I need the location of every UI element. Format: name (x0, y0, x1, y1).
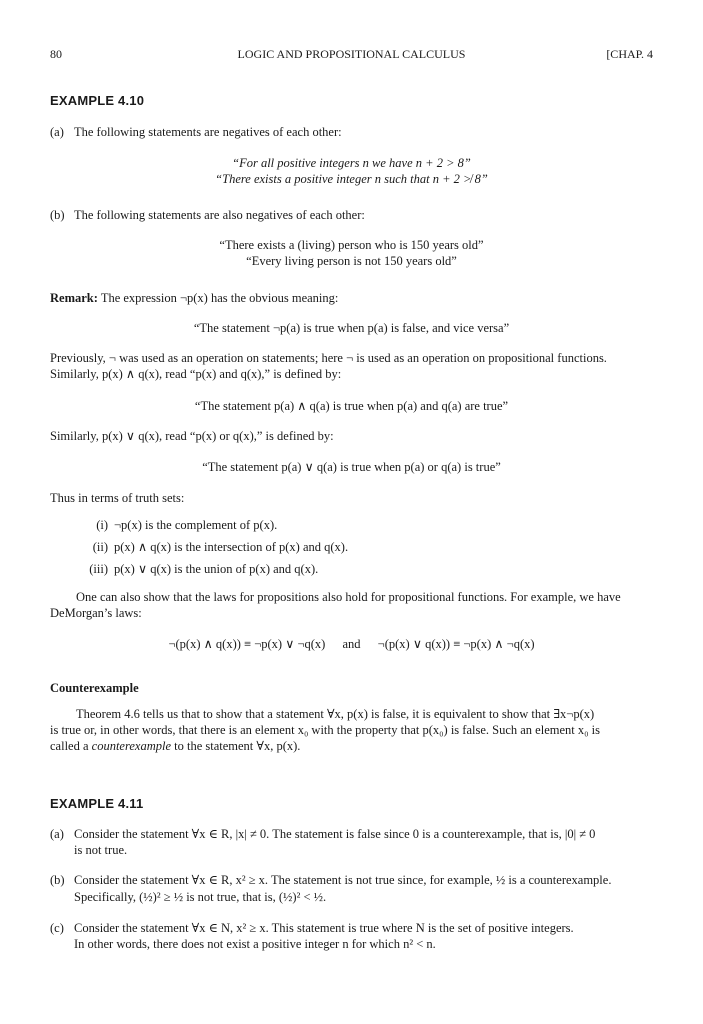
list-label: (iii) (89, 562, 108, 576)
item-text: Consider the statement ∀x ∈ R, x² ≥ x. The statement is not true since, for example, ½ is a counterexample. (74, 873, 612, 887)
statement-quote: “Every living person is not 150 years old” (246, 254, 457, 268)
item-text: The following statements are also negatives of each other: (74, 208, 365, 222)
statement-quote: “For all positive integers n we have n + 2 > 8” (232, 156, 471, 170)
law-and: and (342, 637, 361, 651)
paragraph-line: Previously, ¬ was used as an operation on statements; here ¬ is used as an operation on propositional functions. (50, 351, 607, 365)
remark-paragraph (50, 290, 338, 307)
paragraph-line: Theorem 4.6 tells us that to show that a statement ∀x, p(x) is false, it is equivalent to show that ∃x¬p(x) (76, 707, 595, 721)
remark-text: The expression ¬p(x) has the obvious meaning: (100, 291, 339, 305)
example-4-11-a (50, 826, 595, 843)
item-label: (a) (50, 125, 64, 139)
item-label: (c) (50, 921, 64, 935)
statement-quote: “There exists a (living) person who is 150 years old” (219, 238, 484, 252)
paragraph-line: Similarly, p(x) ∧ q(x), read “p(x) and q(x),” is defined by: (50, 367, 342, 381)
list-text: p(x) ∨ q(x) is the union of p(x) and q(x). (114, 562, 319, 576)
example-4-10-title: EXAMPLE 4.10 (50, 93, 145, 108)
list-item (78, 517, 277, 534)
demorgan-laws (0, 636, 703, 653)
law-2: ¬(p(x) ∨ q(x)) ≡ ¬p(x) ∧ ¬q(x) (377, 637, 535, 651)
paragraph-line (50, 738, 300, 755)
running-title: LOGIC AND PROPOSITIONAL CALCULUS (237, 47, 466, 61)
statement-quote: “There exists a positive integer n such that n + 2 ≯ 8” (215, 172, 488, 186)
example-4-11-b (50, 872, 611, 889)
item-text-cont: Specifically, (½)² ≥ ½ is not true, that is, (½)² < ½. (74, 890, 327, 904)
item-text: The following statements are negatives of each other: (74, 125, 342, 139)
item-text-cont: In other words, there does not exist a positive integer n for which n² < n. (74, 937, 436, 951)
chapter-label: [CHAP. 4 (606, 47, 653, 61)
counterexample-term: counterexample (91, 739, 172, 753)
paragraph-line: Similarly, p(x) ∨ q(x), read “p(x) or q(x),” is defined by: (50, 429, 334, 443)
item-label: (a) (50, 827, 64, 841)
paragraph-line: DeMorgan’s laws: (50, 606, 142, 620)
remark-quote: “The statement p(a) ∨ q(a) is true when p(a) or q(a) is true” (202, 460, 501, 474)
law-1: ¬(p(x) ∧ q(x)) ≡ ¬p(x) ∨ ¬q(x) (168, 637, 326, 651)
list-item (78, 561, 318, 578)
example-4-11-title: EXAMPLE 4.11 (50, 796, 144, 811)
paragraph-line: Thus in terms of truth sets: (50, 491, 185, 505)
remark-label: Remark: (50, 291, 98, 305)
example-4-11-c (50, 920, 574, 937)
item-text: Consider the statement ∀x ∈ N, x² ≥ x. This statement is true where N is the set of positive integers. (74, 921, 574, 935)
list-label: (i) (96, 518, 108, 532)
example-4-10-a (50, 124, 342, 141)
remark-quote: “The statement p(a) ∧ q(a) is true when p(a) and q(a) are true” (194, 399, 509, 413)
counterexample-heading: Counterexample (50, 681, 139, 695)
list-text: ¬p(x) is the complement of p(x). (114, 518, 278, 532)
list-item (78, 539, 348, 556)
paragraph-line: is true or, in other words, that there is an element x₀ with the property that p(x₀) is false. Such an element x₀ is (50, 723, 600, 737)
paragraph-line: One can also show that the laws for propositions also hold for propositional functions. For example, we have (76, 590, 621, 604)
list-label: (ii) (92, 540, 108, 554)
example-4-10-b (50, 207, 365, 224)
page-number: 80 (50, 47, 62, 61)
item-label: (b) (50, 208, 65, 222)
list-text: p(x) ∧ q(x) is the intersection of p(x) and q(x). (114, 540, 349, 554)
item-text: Consider the statement ∀x ∈ R, |x| ≠ 0. The statement is false since 0 is a counterexample, that is, |0| ≠ 0 (74, 827, 596, 841)
text-span: to the statement ∀x, p(x). (171, 739, 301, 753)
item-text-cont: is not true. (74, 843, 128, 857)
item-label: (b) (50, 873, 65, 887)
text-span: called a (50, 739, 92, 753)
remark-quote: “The statement ¬p(a) is true when p(a) is false, and vice versa” (193, 321, 510, 335)
